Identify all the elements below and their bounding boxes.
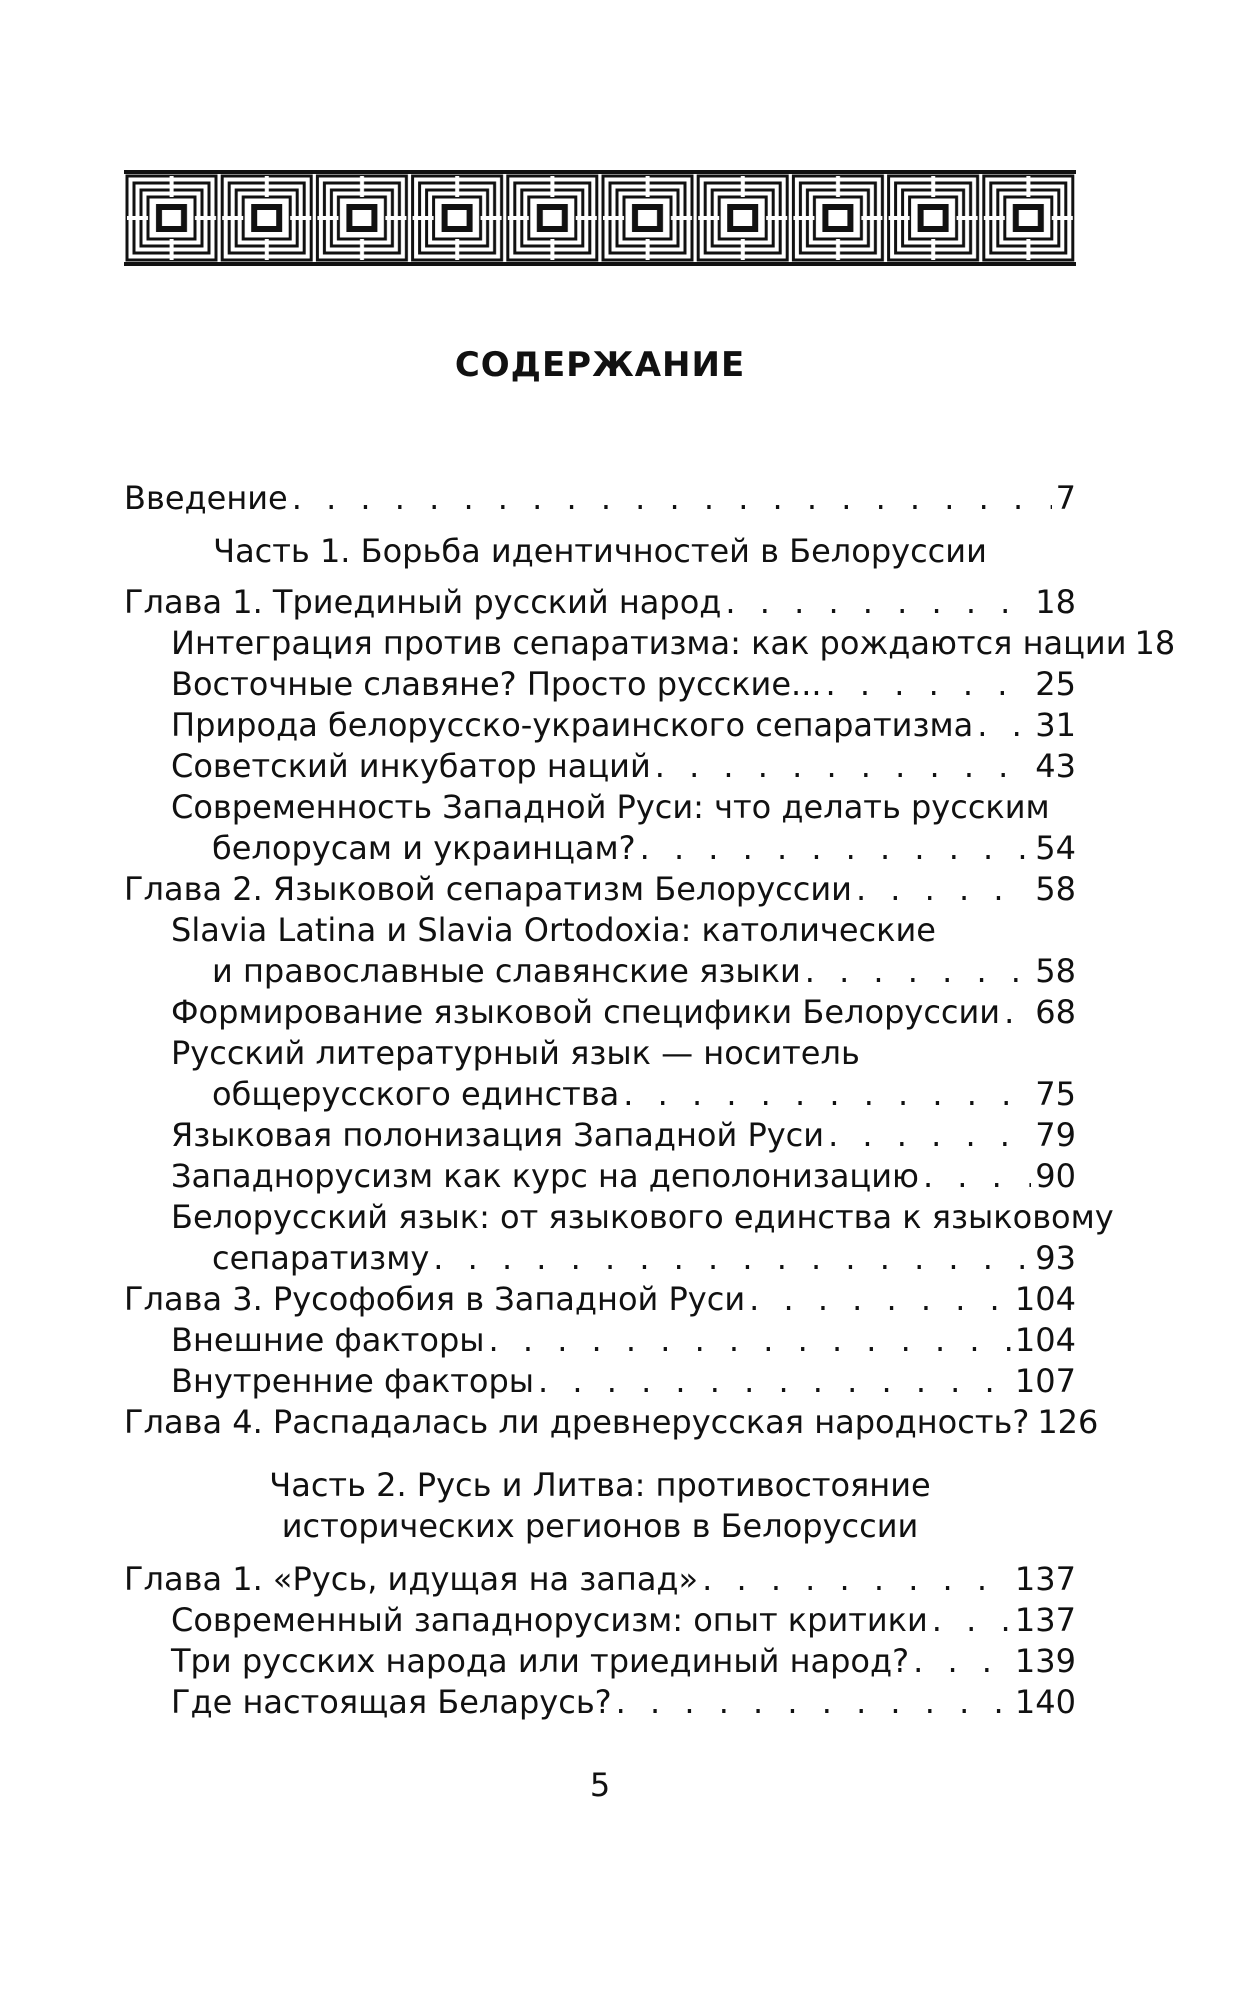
meander-ornament-border: [124, 170, 1076, 266]
toc-entry-chapter[interactable]: Глава 1. «Русь, идущая на запад» . . . 137: [124, 1559, 1076, 1600]
toc-entry-section[interactable]: Внешние факторы . . . 104: [124, 1320, 1076, 1361]
toc-entry-section[interactable]: Восточные славяне? Просто русские... . . . 25: [124, 664, 1076, 705]
toc-entry-section[interactable]: Советский инкубатор наций . . . 43: [124, 746, 1076, 787]
toc-entry-section[interactable]: Три русских народа или триединый народ? . . . 139: [124, 1641, 1076, 1682]
toc-entry-section-line2[interactable]: сепаратизму . . . 93: [124, 1238, 1076, 1279]
table-of-contents: [124, 478, 1176, 1723]
toc-entry-section-line2[interactable]: и православные славянские языки . . . 58: [124, 951, 1076, 992]
toc-entry-section-line2[interactable]: общерусского единства . . . 75: [124, 1074, 1076, 1115]
entry-title: Введение: [124, 479, 288, 517]
toc-entry-section[interactable]: Современный западнорусизм: опыт критики . . . 137: [124, 1600, 1076, 1641]
toc-entry-section[interactable]: Природа белорусско-украинского сепаратизма . . . 31: [124, 705, 1076, 746]
toc-entry-section-line1[interactable]: Современность Западной Руси: что делать русским: [171, 788, 1050, 826]
toc-entry-section[interactable]: Западнорусизм как курс на деполонизацию . . . 90: [124, 1156, 1076, 1197]
page-number: 5: [589, 1766, 611, 1804]
toc-entry-chapter[interactable]: Глава 4. Распадалась ли древнерусская народность? 126: [124, 1403, 1099, 1441]
toc-entry-chapter[interactable]: Глава 3. Русофобия в Западной Руси . . . 104: [124, 1279, 1076, 1320]
toc-entry-chapter[interactable]: Глава 1. Триединый русский народ . . . 18: [124, 582, 1076, 623]
toc-entry-section[interactable]: Внутренние факторы . . . 107: [124, 1361, 1076, 1402]
toc-entry-section[interactable]: Формирование языковой специфики Белоруссии . . . 68: [124, 992, 1076, 1033]
toc-entry-section[interactable]: Языковая полонизация Западной Руси . . . 79: [124, 1115, 1076, 1156]
toc-entry-section[interactable]: Интеграция против сепаратизма: как рождаются нации 18: [171, 624, 1176, 662]
contents-heading: СОДЕРЖАНИЕ: [454, 345, 746, 385]
toc-entry-section-line1[interactable]: Русский литературный язык — носитель: [171, 1034, 860, 1072]
toc-entry-chapter[interactable]: Глава 2. Языковой сепаратизм Белоруссии . . . 58: [124, 869, 1076, 910]
toc-entry-section-line1[interactable]: Белорусский язык: от языкового единства к языковому: [171, 1198, 1114, 1236]
entry-page: 7: [1055, 479, 1076, 517]
toc-entry-section-line1[interactable]: Slavia Latina и Slavia Ortodoxia: католические: [171, 911, 936, 949]
toc-entry-section-line2[interactable]: белорусам и украинцам? . . . 54: [124, 828, 1076, 869]
part-2-title: Часть 2. Русь и Литва: противостояние исторических регионов в Белоруссии: [269, 1466, 931, 1545]
toc-entry-intro[interactable]: [124, 478, 1076, 519]
dot-leader: [292, 478, 1052, 519]
toc-entry-section[interactable]: Где настоящая Беларусь? . . . 140: [124, 1682, 1076, 1723]
part-1-title: Часть 1. Борьба идентичностей в Белоруссии: [213, 532, 987, 570]
